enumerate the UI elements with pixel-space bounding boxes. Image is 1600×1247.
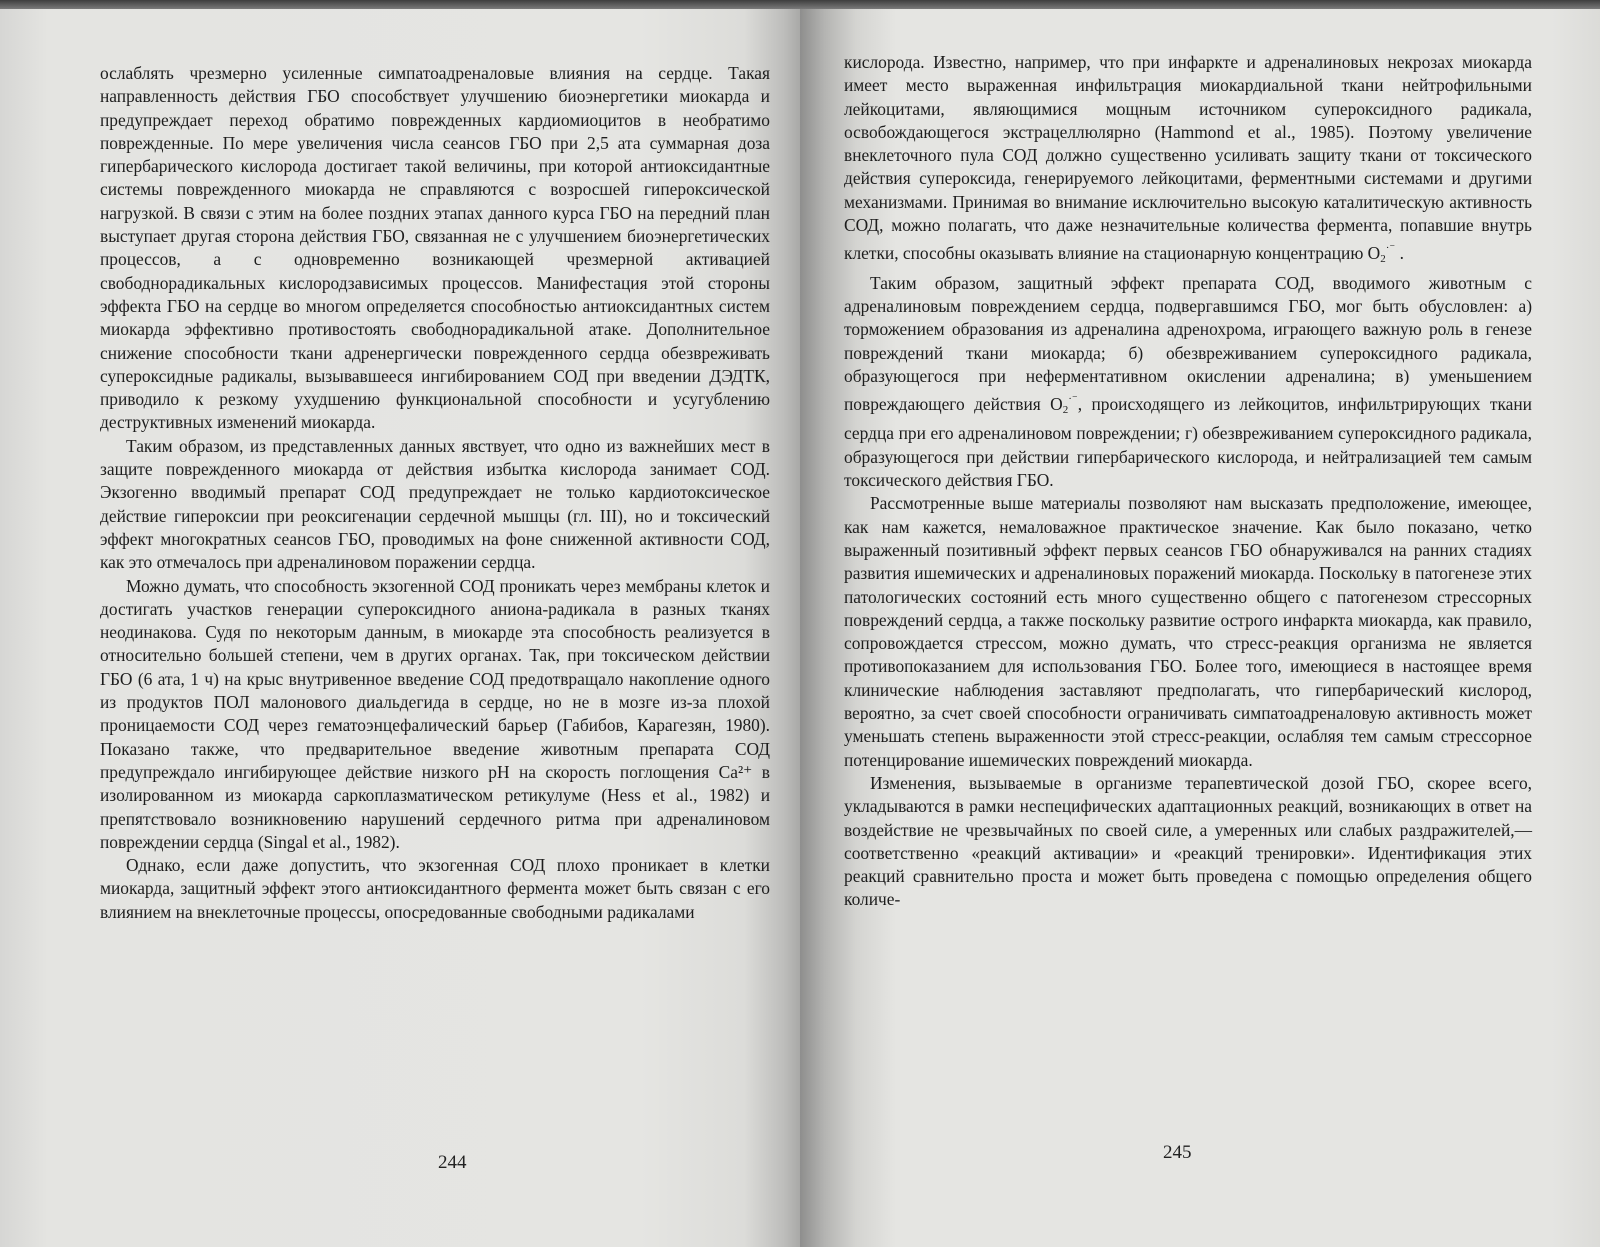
left-page [0,9,800,1247]
right-page [800,9,1600,1247]
superoxide-symbol-2 [1050,393,1078,417]
left-paragraph-1: ослаблять чрезмерно усиленные симпатоадреналовые влияния на сердце. Такая направленность действия ГБО способствует улучшению биоэнергетики миокарда и предупреждает переход обратимо поврежденных кардиомиоцитов в необратимо поврежденные. По мере увеличения числа сеансов ГБО при 2,5 ата суммарная доза гипербарического кислорода достигает такой величины, при которой антиоксидантные системы поврежденного миокарда не справляются с возросшей гипероксической нагрузкой. В связи с этим на более поздних этапах данного курса ГБО на передний план выступает другая сторона действия ГБО, связанная не с улучшением биоэнергетических процессов, а с одновременно возникающей чрезмерной активацией свободнорадикальных кислородзависимых процессов. Манифестация этой стороны эффекта ГБО на сердце во многом определяется способностью антиоксидантных систем миокарда эффективно противостоять свободнорадикальной атаке. Дополнительное снижение способности ткани адренергически поврежденного сердца обезвреживать супероксидные радикалы, вызывавшееся ингибированием СОД при введении ДЭДТК, приводило к резкому ухудшению функциональной способности и усугублению деструктивных изменений миокарда. [100,63,770,433]
right-paragraph-1-end: . [1399,243,1404,264]
left-paragraph-3: Можно думать, что способность экзогенной СОД проникать через мембраны клеток и достигать участков генерации супероксидного аниона-радикала в разных тканях неодинакова. Судя по некоторым данным, в миокарде эта способность реализуется в относительно большей степени, чем в других органах. Так, при токсическом действии ГБО (6 ата, 1 ч) на крыс внутривенное введение СОД предотвращало накопление одного из продуктов ПОЛ малонового диальдегида в сердце, но не в мозге из-за плохой проницаемости СОД через гематоэнцефалический барьер (Габибов, Карагезян, 1980). Показано также, что предварительное введение животным препарата СОД предупреждало ингибирующее действие низкого pH на скорость поглощения Ca²⁺ в изолированном из миокарда саркоплазматическом ретикулуме (Hess et al., 1982) и препятствовало возникновению нарушений сердечного ритма при адреналиновом повреждении сердца (Singal et al., 1982). [100,575,770,852]
superoxide-base: O [1367,243,1381,264]
book-spread [0,9,1600,1247]
superoxide-subscript: 2 [1380,253,1386,266]
superoxide-symbol [1367,242,1396,266]
right-paragraph-2 [844,272,1532,493]
superoxide-subscript-2: 2 [1062,404,1069,417]
left-paragraph-2: Таким образом, из представленных данных явствует, что одно из важнейших мест в защите поврежденного миокарда от действия избытка кислорода занимает СОД. Экзогенно вводимый препарат СОД предупреждает не только кардиотоксическое действие гипероксии при реоксигенации сердечной мышцы (гл. III), но и токсический эффект многократных сеансов ГБО, проводимых на фоне сниженной активности СОД, как это отмечалось при адреналиновом поражении сердца. [100,435,770,573]
left-paragraph-4: Однако, если даже допустить, что экзогенная СОД плохо проникает в клетки миокарда, защитный эффект этого антиоксидантного фермента может быть связан с его влиянием на внеклеточные процессы, опосредованные свободными радикалами [100,855,770,922]
right-text-column [844,51,1532,912]
left-text-column [100,62,770,924]
superoxide-base-2: O [1050,394,1063,415]
right-paragraph-1 [844,51,1532,272]
page-number-right: 245 [1163,1142,1192,1163]
scan-top-edge [0,0,1600,9]
right-paragraph-2-text: Таким образом, защитный эффект препарата СОД, вводимого животным с адреналиновым повреждением сердца, подвергавшимся ГБО, мог быть обусловлен: а) торможением образования из адреналина адренохрома, играющего важную роль в генезе повреждений ткани миокарда; б) обезвреживанием супероксидного радикала, образующегося при неферментативном окислении адреналина; в) уменьшением повреждающего действия [844,272,1532,415]
superoxide-superscript-2: ·⁻ [1068,393,1078,406]
page-number-left: 244 [438,1152,467,1173]
right-paragraph-4: Изменения, вызываемые в организме терапевтической дозой ГБО, скорее всего, укладываются в рамки неспецифических адаптационных реакций, возникающих в ответ на воздействие не чрезвычайных по своей силе, а умеренных или слабых раздражителей,— соответственно «реакций активации» и «реакций тренировки». Идентификация этих реакций сравнительно проста и может быть проведена с помощью определения общего количе- [844,772,1532,910]
right-paragraph-2-rest: , происходящего из лейкоцитов, инфильтрирующих ткани сердца при его адреналиновом повреждении; г) обезвреживанием супероксидного радикала, образующегося при действии гипербарического кислорода, и нейтрализацией тем самым токсического действия ГБО. [844,394,1532,491]
right-paragraph-3: Рассмотренные выше материалы позволяют нам высказать предположение, имеющее, как нам кажется, немаловажное практическое значение. Как было показано, четко выраженный позитивный эффект первых сеансов ГБО обнаруживался на ранних стадиях развития ишемических и адреналиновых поражений миокарда. Поскольку в патогенезе этих патологических состояний есть много существенно общего с патогенезом стрессорных повреждений сердца, а также поскольку развитие острого инфаркта миокарда, как правило, сопровождается стрессом, можно думать, что стресс-реакция организма не является противопоказанием для использования ГБО. Более того, имеющиеся в настоящее время клинические наблюдения заставляют предполагать, что гипербарический кислород, вероятно, за счет своей способности ограничивать симпатоадреналовую активность может уменьшать степень выраженности этой стресс-реакции, ослабляя тем самым стрессорное потенцирование ишемических повреждений миокарда. [844,493,1532,770]
right-paragraph-1-text: кислорода. Известно, например, что при инфаркте и адреналиновых некрозах миокарда имеет место выраженная инфильтрация миокардиальной ткани нейтрофильными лейкоцитами, являющимися мощным источником супероксидного радикала, освобождающегося экстрацеллюлярно (Hammond et al., 1985). Поэтому увеличение внеклеточного пула СОД должно существенно усиливать защиту ткани от токсического действия супероксида, генерируемого лейкоцитами, ферментными системами и другими механизмами. Принимая во внимание исключительно высокую каталитическую активность СОД, можно полагать, что даже незначительные количества фермента, попавшие внутрь клетки, способны оказывать влияние на стационарную концентрацию [844,52,1532,264]
superoxide-superscript: ·⁻ [1385,242,1396,255]
